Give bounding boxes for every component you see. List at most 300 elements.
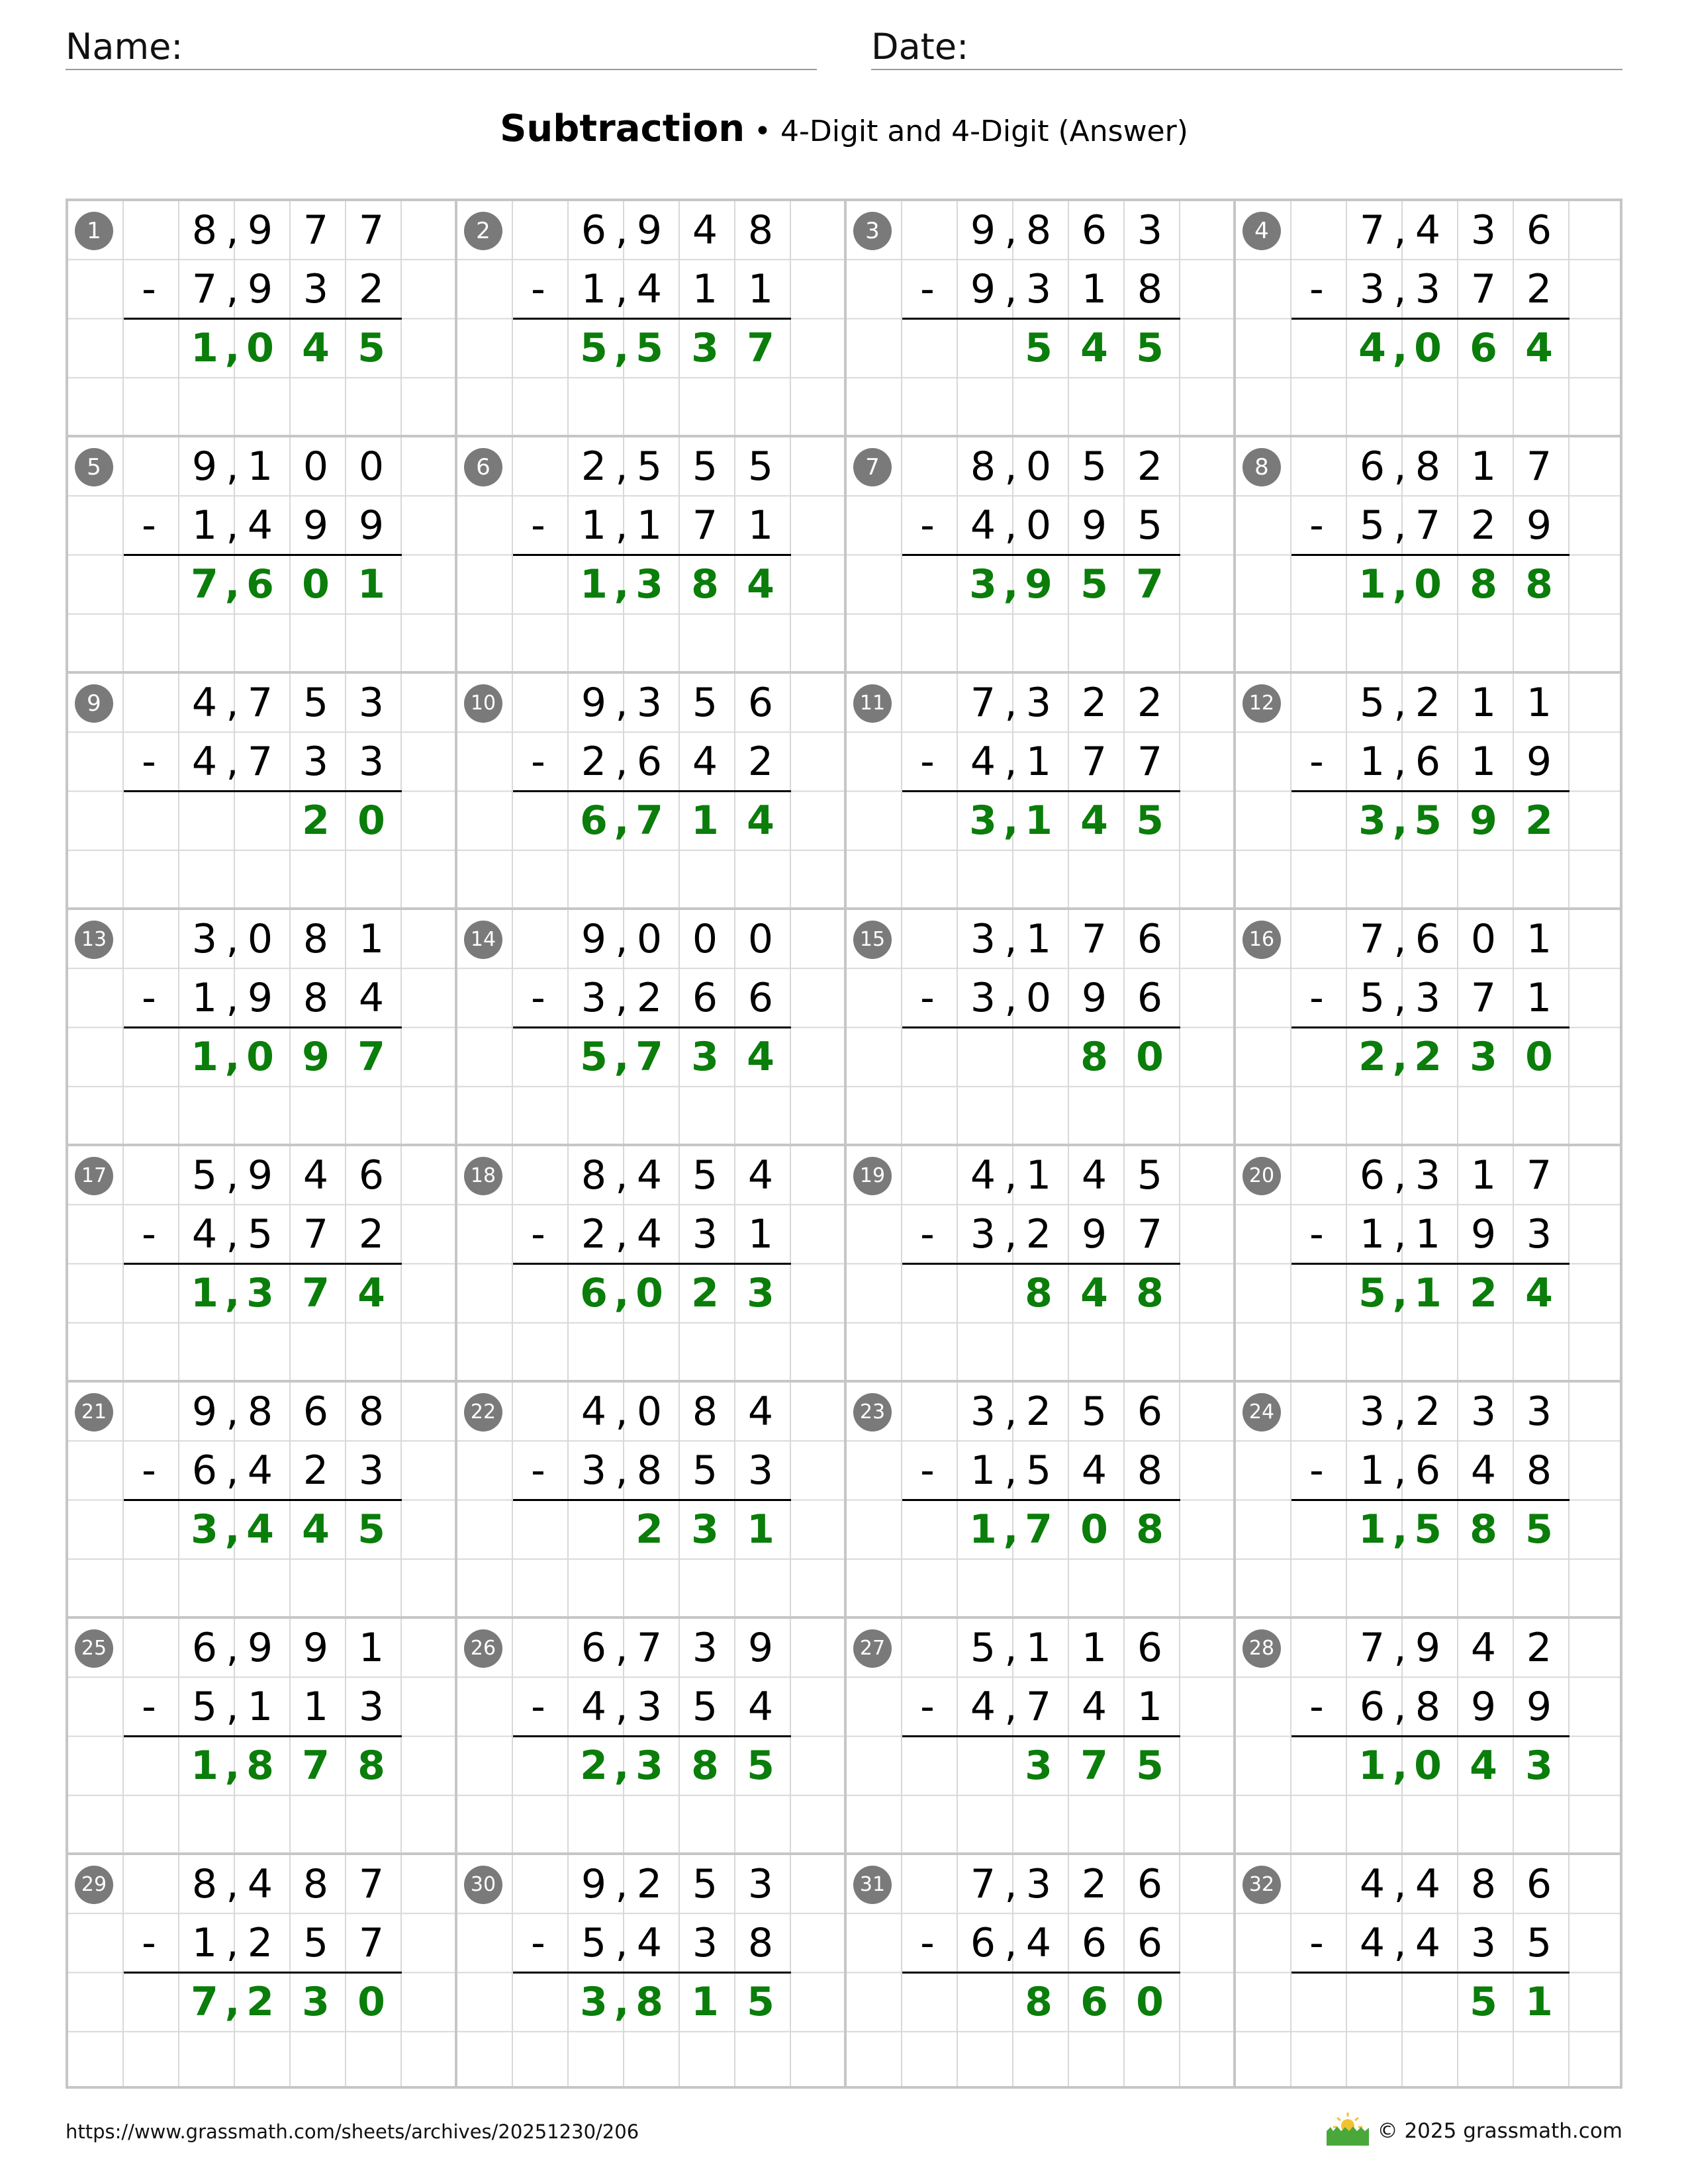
digit-cell: 7 — [1415, 502, 1441, 549]
minuend-row — [457, 910, 847, 969]
thousands-comma: , — [1392, 797, 1408, 844]
digit-cell: 7 — [1025, 1684, 1052, 1730]
digit-cell: 4 — [1025, 1920, 1052, 1966]
digit-cell: 9 — [1081, 1211, 1107, 1257]
digit-cell: 4 — [1415, 207, 1441, 253]
answer-row — [68, 555, 457, 614]
digit-cell: 1 — [358, 916, 385, 962]
digit-cell: 7 — [1137, 1211, 1163, 1257]
problem-22 — [457, 1383, 847, 1619]
subtrahend-row — [68, 1678, 457, 1737]
digit-cell: 8 — [1080, 1034, 1108, 1080]
digit-cell: 9 — [358, 502, 385, 549]
answer-row — [1236, 1973, 1625, 2032]
thousands-comma: , — [1004, 443, 1017, 490]
answer-row — [457, 1737, 847, 1796]
digit-cell: 1 — [191, 1920, 218, 1966]
minuend-row — [847, 1855, 1236, 1914]
minuend-row — [457, 674, 847, 733]
minuend-row — [1236, 674, 1625, 733]
answer-row — [847, 1737, 1236, 1796]
thousands-comma: , — [1004, 207, 1017, 253]
digit-cell: 6 — [1359, 1684, 1385, 1730]
minus-sign: - — [531, 502, 545, 549]
problem-6 — [457, 437, 847, 674]
digit-cell: 8 — [191, 1861, 218, 1907]
answer-row — [1236, 792, 1625, 850]
digit-cell: 4 — [1081, 1152, 1107, 1199]
digit-cell: 3 — [1415, 975, 1441, 1021]
date-field[interactable] — [871, 25, 1622, 70]
digit-cell: 2 — [1470, 502, 1497, 549]
digit-cell: 1 — [191, 502, 218, 549]
digit-cell: 4 — [191, 680, 218, 726]
digit-cell: 7 — [636, 1625, 663, 1671]
digit-cell: 5 — [1137, 1152, 1163, 1199]
digit-cell: 4 — [1081, 1447, 1107, 1494]
digit-cell: 3 — [1526, 1211, 1552, 1257]
digit-cell: 1 — [357, 561, 385, 608]
minus-sign: - — [920, 975, 935, 1021]
minus-sign: - — [920, 1211, 935, 1257]
digit-cell: 4 — [747, 1034, 774, 1080]
digit-cell: 2 — [246, 1979, 274, 2025]
digit-cell: 8 — [303, 916, 329, 962]
thousands-comma: , — [1393, 1388, 1407, 1435]
digit-cell: 4 — [636, 1920, 663, 1966]
digit-cell: 3 — [358, 739, 385, 785]
digit-cell: 1 — [747, 502, 774, 549]
digit-cell: 0 — [1414, 1743, 1442, 1789]
digit-cell: 7 — [1526, 1152, 1552, 1199]
digit-cell: 9 — [302, 1034, 330, 1080]
digit-cell: 6 — [1526, 207, 1552, 253]
minuend-row — [457, 437, 847, 496]
digit-cell: 8 — [635, 1979, 663, 2025]
subtrahend-row — [457, 1678, 847, 1737]
digit-cell: 3 — [636, 680, 663, 726]
minuend-row — [457, 1855, 847, 1914]
digit-cell: 1 — [970, 1447, 996, 1494]
problem-number-badge: 31 — [853, 1866, 892, 1904]
minus-sign: - — [1309, 502, 1324, 549]
digit-cell: 1 — [691, 797, 719, 844]
subtrahend-row — [68, 496, 457, 555]
digit-cell: 5 — [1025, 1447, 1052, 1494]
digit-cell: 2 — [1025, 1211, 1052, 1257]
digit-cell: 1 — [247, 1684, 273, 1730]
digit-cell: 3 — [692, 1625, 718, 1671]
digit-cell: 8 — [1025, 1270, 1053, 1316]
digit-cell: 3 — [1470, 1034, 1497, 1080]
digit-cell: 3 — [581, 1447, 607, 1494]
digit-cell: 6 — [1137, 1920, 1163, 1966]
digit-cell: 6 — [303, 1388, 329, 1435]
digit-cell: 3 — [691, 325, 719, 371]
minus-sign: - — [920, 1684, 935, 1730]
digit-cell: 8 — [747, 207, 774, 253]
digit-cell: 0 — [246, 325, 274, 371]
subtrahend-row — [847, 1678, 1236, 1737]
answer-row — [457, 1028, 847, 1087]
minuend-row — [1236, 437, 1625, 496]
digit-cell: 5 — [580, 325, 608, 371]
digit-cell: 2 — [303, 1447, 329, 1494]
digit-cell: 4 — [247, 502, 273, 549]
thousands-comma: , — [614, 1034, 630, 1080]
digit-cell: 5 — [747, 443, 774, 490]
thousands-comma: , — [1393, 680, 1407, 726]
thousands-comma: , — [1004, 1388, 1017, 1435]
digit-cell: 3 — [970, 1388, 996, 1435]
subtrahend-row — [1236, 496, 1625, 555]
thousands-comma: , — [1392, 325, 1408, 371]
digit-cell: 1 — [1025, 739, 1052, 785]
digit-cell: 8 — [1137, 1447, 1163, 1494]
digit-cell: 4 — [191, 1211, 218, 1257]
digit-cell: 6 — [246, 561, 274, 608]
digit-cell: 1 — [191, 1743, 218, 1789]
digit-cell: 8 — [692, 1388, 718, 1435]
digit-cell: 6 — [581, 207, 607, 253]
problem-25 — [68, 1619, 457, 1855]
thousands-comma: , — [615, 266, 628, 312]
minuend-row — [847, 1383, 1236, 1441]
digit-cell: 4 — [581, 1388, 607, 1435]
minuend-row — [68, 1383, 457, 1441]
digit-cell: 9 — [1025, 561, 1053, 608]
digit-cell: 8 — [357, 1743, 385, 1789]
thousands-comma: , — [614, 561, 630, 608]
digit-cell: 5 — [580, 1034, 608, 1080]
digit-cell: 7 — [302, 1270, 330, 1316]
digit-cell: 9 — [1081, 502, 1107, 549]
digit-cell: 4 — [1081, 1684, 1107, 1730]
digit-cell: 4 — [1415, 1861, 1441, 1907]
digit-cell: 1 — [747, 266, 774, 312]
digit-cell: 1 — [191, 325, 218, 371]
digit-cell: 1 — [191, 975, 218, 1021]
digit-cell: 3 — [358, 1447, 385, 1494]
digit-cell: 6 — [1137, 1625, 1163, 1671]
digit-cell: 7 — [1081, 916, 1107, 962]
problem-1 — [68, 201, 457, 437]
thousands-comma: , — [224, 561, 240, 608]
digit-cell: 5 — [692, 680, 718, 726]
subtrahend-row — [457, 260, 847, 319]
digit-cell: 4 — [747, 1684, 774, 1730]
digit-cell: 8 — [1025, 1979, 1053, 2025]
thousands-comma: , — [224, 1979, 240, 2025]
digit-cell: 2 — [636, 1861, 663, 1907]
thousands-comma: , — [614, 1270, 630, 1316]
digit-cell: 7 — [1359, 1625, 1385, 1671]
digit-cell: 7 — [635, 1034, 663, 1080]
thousands-comma: , — [1004, 1152, 1017, 1199]
digit-cell: 7 — [635, 797, 663, 844]
thousands-comma: , — [615, 739, 628, 785]
thousands-comma: , — [1003, 561, 1019, 608]
digit-cell: 2 — [1525, 797, 1553, 844]
digit-cell: 7 — [303, 1211, 329, 1257]
digit-cell: 7 — [357, 1034, 385, 1080]
digit-cell: 5 — [692, 443, 718, 490]
digit-cell: 4 — [1470, 1447, 1497, 1494]
problem-2 — [457, 201, 847, 437]
answer-row — [68, 319, 457, 378]
minus-sign: - — [920, 1920, 935, 1966]
minuend-row — [847, 910, 1236, 969]
problem-31 — [847, 1855, 1236, 2091]
subtrahend-row — [457, 1205, 847, 1264]
subtrahend-row — [457, 733, 847, 792]
digit-cell: 0 — [635, 1270, 663, 1316]
digit-cell: 9 — [1470, 1211, 1497, 1257]
thousands-comma: , — [1004, 1920, 1017, 1966]
thousands-comma: , — [1004, 975, 1017, 1021]
digit-cell: 4 — [1080, 325, 1108, 371]
digit-cell: 8 — [246, 1743, 274, 1789]
answer-row — [1236, 319, 1625, 378]
digit-cell: 7 — [1080, 1743, 1108, 1789]
thousands-comma: , — [1393, 207, 1407, 253]
thousands-comma: , — [226, 207, 239, 253]
digit-cell: 6 — [1137, 916, 1163, 962]
digit-cell: 6 — [1137, 1388, 1163, 1435]
name-field[interactable] — [66, 25, 817, 70]
minus-sign: - — [920, 1447, 935, 1494]
subtrahend-row — [847, 260, 1236, 319]
minuend-row — [68, 437, 457, 496]
digit-cell: 4 — [1470, 1743, 1497, 1789]
problem-28 — [1236, 1619, 1625, 1855]
digit-cell: 2 — [1415, 1388, 1441, 1435]
thousands-comma: , — [1393, 1861, 1407, 1907]
digit-cell: 2 — [1414, 1034, 1442, 1080]
answer-row — [68, 1028, 457, 1087]
digit-cell: 1 — [1025, 1625, 1052, 1671]
digit-cell: 0 — [636, 916, 663, 962]
answer-row — [68, 1737, 457, 1796]
subtrahend-row — [68, 733, 457, 792]
digit-cell: 2 — [1526, 266, 1552, 312]
digit-cell: 1 — [636, 502, 663, 549]
digit-cell: 2 — [247, 1920, 273, 1966]
subtrahend-row — [68, 260, 457, 319]
problem-number-badge: 4 — [1243, 212, 1281, 250]
digit-cell: 8 — [970, 443, 996, 490]
thousands-comma: , — [1392, 1743, 1408, 1789]
minuend-row — [457, 1146, 847, 1205]
digit-cell: 0 — [246, 1034, 274, 1080]
subtrahend-row — [847, 969, 1236, 1028]
digit-cell: 3 — [1137, 207, 1163, 253]
subtrahend-row — [847, 1441, 1236, 1500]
subtrahend-row — [1236, 1205, 1625, 1264]
digit-cell: 1 — [580, 561, 608, 608]
digit-cell: 6 — [191, 1447, 218, 1494]
digit-cell: 9 — [191, 443, 218, 490]
problem-7 — [847, 437, 1236, 674]
thousands-comma: , — [615, 1388, 628, 1435]
digit-cell: 4 — [302, 1506, 330, 1553]
problem-17 — [68, 1146, 457, 1383]
minuend-row — [68, 1855, 457, 1914]
thousands-comma: , — [1004, 1211, 1017, 1257]
digit-cell: 3 — [581, 975, 607, 1021]
digit-cell: 4 — [1525, 1270, 1553, 1316]
thousands-comma: , — [1393, 502, 1407, 549]
problem-21 — [68, 1383, 457, 1619]
digit-cell: 5 — [692, 1684, 718, 1730]
problem-number-badge: 27 — [853, 1629, 892, 1668]
thousands-comma: , — [1393, 739, 1407, 785]
minuend-row — [457, 1383, 847, 1441]
digit-cell: 6 — [1415, 1447, 1441, 1494]
digit-cell: 4 — [1415, 1920, 1441, 1966]
answer-row — [457, 792, 847, 850]
digit-cell: 2 — [581, 443, 607, 490]
thousands-comma: , — [1004, 502, 1017, 549]
digit-cell: 4 — [747, 1152, 774, 1199]
digit-cell: 5 — [692, 1861, 718, 1907]
digit-cell: 7 — [247, 739, 273, 785]
digit-cell: 0 — [357, 797, 385, 844]
minus-sign: - — [920, 266, 935, 312]
grassmath-logo-icon — [1324, 2110, 1372, 2147]
name-label: Name: — [66, 26, 183, 68]
thousands-comma: , — [1004, 739, 1017, 785]
digit-cell: 1 — [1414, 1270, 1442, 1316]
digit-cell: 8 — [747, 1920, 774, 1966]
problem-30 — [457, 1855, 847, 2091]
thousands-comma: , — [226, 1388, 239, 1435]
answer-row — [457, 1264, 847, 1323]
digit-cell: 8 — [1525, 561, 1553, 608]
answer-row — [457, 319, 847, 378]
problem-number-badge: 21 — [75, 1393, 113, 1432]
digit-cell: 0 — [1136, 1034, 1164, 1080]
digit-cell: 1 — [191, 1270, 218, 1316]
digit-cell: 2 — [580, 1743, 608, 1789]
digit-cell: 8 — [1470, 561, 1497, 608]
problem-10 — [457, 674, 847, 910]
thousands-comma: , — [224, 1034, 240, 1080]
digit-cell: 0 — [1414, 325, 1442, 371]
thousands-comma: , — [1393, 1447, 1407, 1494]
digit-cell: 8 — [1136, 1270, 1164, 1316]
thousands-comma: , — [1393, 1152, 1407, 1199]
digit-cell: 1 — [1359, 739, 1385, 785]
digit-cell: 7 — [303, 207, 329, 253]
digit-cell: 4 — [970, 739, 996, 785]
problem-3 — [847, 201, 1236, 437]
problem-16 — [1236, 910, 1625, 1146]
thousands-comma: , — [615, 1152, 628, 1199]
minus-sign: - — [1309, 1447, 1324, 1494]
minus-sign: - — [531, 266, 545, 312]
problem-number-badge: 19 — [853, 1157, 892, 1195]
minuend-row — [847, 674, 1236, 733]
digit-cell: 1 — [1470, 1152, 1497, 1199]
worksheet-grid — [66, 199, 1622, 2089]
digit-cell: 4 — [636, 1152, 663, 1199]
digit-cell: 8 — [691, 1743, 719, 1789]
digit-cell: 0 — [1080, 1506, 1108, 1553]
problem-24 — [1236, 1383, 1625, 1619]
digit-cell: 2 — [358, 1211, 385, 1257]
problem-number-badge: 14 — [464, 921, 502, 959]
problem-19 — [847, 1146, 1236, 1383]
digit-cell: 6 — [1137, 1861, 1163, 1907]
minus-sign: - — [1309, 739, 1324, 785]
digit-cell: 5 — [581, 1920, 607, 1966]
minuend-row — [847, 1146, 1236, 1205]
digit-cell: 7 — [970, 680, 996, 726]
thousands-comma: , — [226, 680, 239, 726]
digit-cell: 1 — [1025, 916, 1052, 962]
digit-cell: 6 — [1081, 207, 1107, 253]
digit-cell: 4 — [581, 1684, 607, 1730]
digit-cell: 7 — [247, 680, 273, 726]
thousands-comma: , — [1392, 561, 1408, 608]
digit-cell: 7 — [358, 207, 385, 253]
problem-5 — [68, 437, 457, 674]
answer-row — [847, 1264, 1236, 1323]
answer-row — [68, 1264, 457, 1323]
thousands-comma: , — [1004, 1861, 1017, 1907]
answer-row — [847, 1500, 1236, 1559]
digit-cell: 7 — [191, 1979, 218, 2025]
digit-cell: 6 — [1081, 1920, 1107, 1966]
digit-cell: 1 — [1081, 1625, 1107, 1671]
thousands-comma: , — [615, 443, 628, 490]
digit-cell: 4 — [247, 1447, 273, 1494]
problem-4 — [1236, 201, 1625, 437]
digit-cell: 2 — [1081, 1861, 1107, 1907]
digit-cell: 3 — [580, 1979, 608, 2025]
thousands-comma: , — [1004, 1684, 1017, 1730]
digit-cell: 7 — [302, 1743, 330, 1789]
digit-cell: 3 — [302, 1979, 330, 2025]
thousands-comma: , — [1004, 680, 1017, 726]
minuend-row — [1236, 1619, 1625, 1678]
digit-cell: 0 — [692, 916, 718, 962]
subtrahend-row — [847, 1914, 1236, 1973]
digit-cell: 4 — [970, 1684, 996, 1730]
digit-cell: 2 — [691, 1270, 719, 1316]
thousands-comma: , — [226, 975, 239, 1021]
digit-cell: 6 — [1080, 1979, 1108, 2025]
page-title — [0, 106, 1688, 161]
minus-sign: - — [531, 975, 545, 1021]
digit-cell: 3 — [1025, 266, 1052, 312]
digit-cell: 2 — [581, 1211, 607, 1257]
problem-number-badge: 32 — [1243, 1866, 1281, 1904]
digit-cell: 9 — [747, 1625, 774, 1671]
thousands-comma: , — [1392, 1034, 1408, 1080]
digit-cell: 5 — [1137, 502, 1163, 549]
digit-cell: 2 — [1081, 680, 1107, 726]
minus-sign: - — [531, 739, 545, 785]
digit-cell: 7 — [970, 1861, 996, 1907]
digit-cell: 2 — [636, 975, 663, 1021]
problem-number-badge: 12 — [1243, 684, 1281, 723]
minuend-row — [68, 910, 457, 969]
thousands-comma: , — [1004, 916, 1017, 962]
minuend-row — [1236, 1855, 1625, 1914]
digit-cell: 0 — [357, 1979, 385, 2025]
